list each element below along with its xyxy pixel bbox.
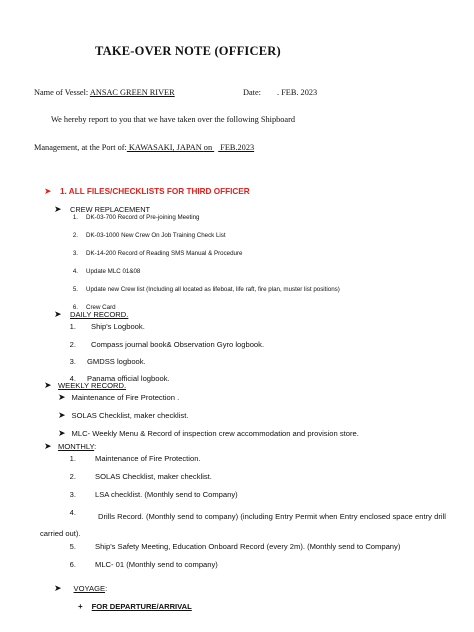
arrow-bullet-icon: ➤ <box>58 392 66 402</box>
list-item: 2. DK-03-1000 New Crew On Job Training Check List <box>72 232 226 239</box>
list-item: 3. DK-14-200 Record of Reading SMS Manual & Procedure <box>72 250 243 257</box>
list-item: 2. Compass journal book& Observation Gyro logbook. <box>69 340 265 349</box>
section-1-heading <box>44 181 250 199</box>
monthly-heading: ➤ MONTHLY: <box>44 441 97 451</box>
weekly-heading-label: WEEKLY RECORD. <box>58 381 127 390</box>
list-item: 3. LSA checklist. (Monthly send to Company) <box>69 490 238 499</box>
list-item: ➤ Maintenance of Fire Protection . <box>58 392 180 402</box>
plus-icon: + <box>78 602 83 611</box>
list-item: 4. <box>69 508 76 517</box>
list-item: 6. MLC- 01 (Monthly send to company) <box>69 560 218 569</box>
crew-heading-label: CREW REPLACEMENT <box>70 205 151 214</box>
page-title: TAKE-OVER NOTE (OFFICER) <box>95 44 281 58</box>
list-item: ➤ SOLAS Checklist, maker checklist. <box>58 410 189 420</box>
voyage-heading <box>54 578 107 596</box>
report-line: We hereby report to you that we have taken over the following Shipboard <box>51 115 296 124</box>
management-prefix: Management, at the Port of: <box>34 143 127 152</box>
list-item: ➤ MLC- Weekly Menu & Record of inspection crew accommodation and provision store. <box>58 428 359 438</box>
voyage-sub-label: FOR DEPARTURE/ARRIVAL <box>91 602 192 611</box>
voyage-heading-suffix: : <box>105 584 108 593</box>
arrow-bullet-icon: ➤ <box>54 583 62 593</box>
port-value: KAWASAKI, JAPAN <box>126 143 204 152</box>
arrow-bullet-icon: ➤ <box>54 309 62 319</box>
list-item: 3. GMDSS logbook. <box>69 357 146 366</box>
arrow-bullet-icon: ➤ <box>44 380 52 390</box>
list-item: 5. Update new Crew list (Including all located as lifeboat, life raft, fire plan, muster list positions) <box>72 286 340 293</box>
port-date: FEB.2023 <box>218 143 255 152</box>
monthly-heading-label: MONTHLY <box>58 442 95 451</box>
date-line <box>243 88 317 97</box>
list-item: 5. Ship's Safety Meeting, Education Onboard Record (every 2m). (Monthly send to Company) <box>69 542 401 551</box>
date-value: . FEB. 2023 <box>277 88 318 97</box>
weekly-heading <box>44 375 126 393</box>
arrow-bullet-icon: ➤ <box>58 428 66 438</box>
arrow-bullet-icon: ➤ <box>44 441 52 451</box>
vessel-label: Name of Vessel: <box>34 88 90 97</box>
list-item: 1. Maintenance of Fire Protection. <box>69 454 201 463</box>
daily-heading-label: DAILY RECORD. <box>70 310 129 319</box>
arrow-bullet-icon: ➤ <box>54 204 62 214</box>
management-line <box>34 143 254 152</box>
list-item: 4. Update MLC 01&08 <box>72 268 141 275</box>
vessel-name: ANSAC GREEN RIVER <box>89 88 175 97</box>
voyage-heading-label: VOYAGE <box>73 584 106 593</box>
list-item: 2. SOLAS Checklist, maker checklist. <box>69 472 212 481</box>
list-item-text: Drills Record. (Monthly send to company) (including Entry Permit when Entry enclosed space entry drill carried out). <box>40 512 446 538</box>
list-item: 6. Crew Card <box>72 304 116 311</box>
list-item: 4. Panama official logbook. <box>69 374 170 383</box>
arrow-bullet-icon: ➤ <box>44 186 52 196</box>
vessel-line <box>34 88 175 97</box>
voyage-subitem <box>78 596 192 614</box>
daily-heading <box>54 304 128 322</box>
list-item: 1. Ship's Logbook. <box>69 322 145 331</box>
arrow-bullet-icon: ➤ <box>58 410 66 420</box>
section-1-title: 1. ALL FILES/CHECKLISTS FOR THIRD OFFICER <box>60 187 250 196</box>
list-item: 1. DK-03-700 Record of Pre-joining Meeting <box>72 214 200 221</box>
date-label: Date: <box>243 88 261 97</box>
on-word: on <box>203 143 215 152</box>
